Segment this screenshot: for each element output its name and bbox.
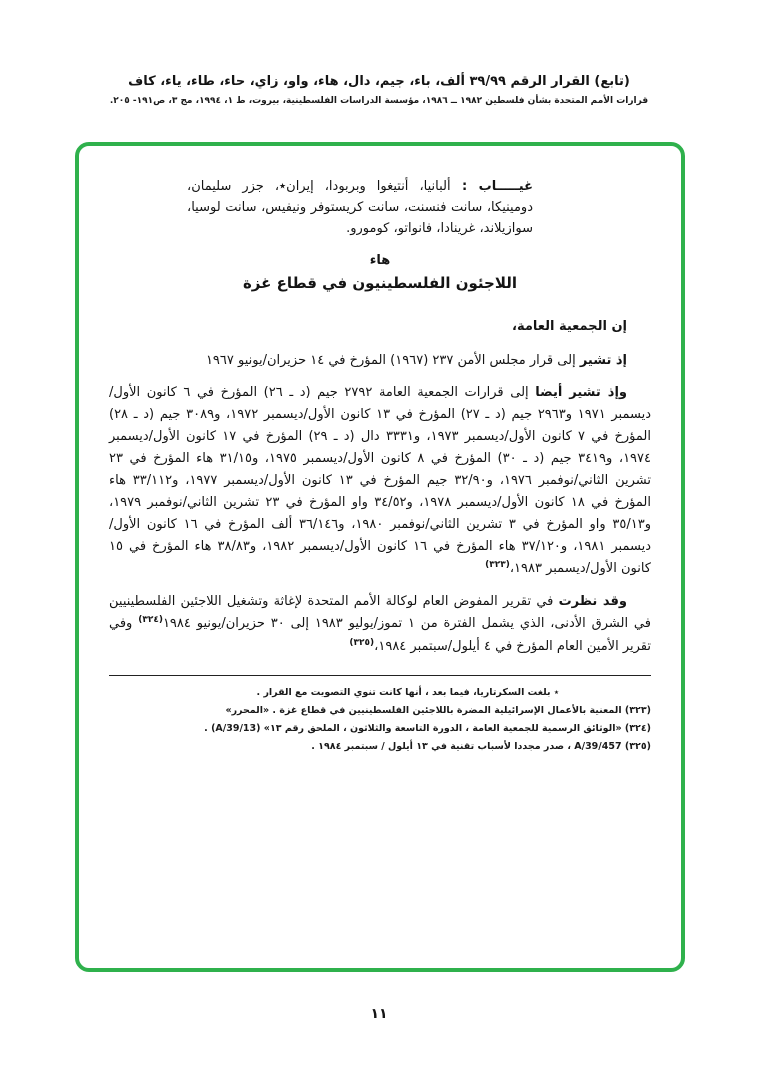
intro-rest: ، [512,319,517,334]
page-number: ١١ [370,1006,388,1022]
paragraph-recall-1 [109,350,651,372]
footnote-324-text: «الوثائق الرسمية للجمعية العامة ، الدورة التاسعة والثلاثون ، الملحق رقم ١٣» (A/39/13) . [204,723,622,735]
paragraph-recall-2 [109,382,651,581]
recall-2-text: إلى قرارات الجمعية العامة ٢٧٩٢ جيم (د ـ ٢٦) المؤرخ في ٦ كانون الأول/ديسمبر ١٩٧١ و٢٩٦٣ جيم (د ـ ٢٧) المؤرخ في ١٣ كانون الأول/ديسمبر ١٩٧٢، و٣٠٨٩ جيم (د ـ ٢٨) المؤرخ في ٧ كانون الأول/ديسمبر ١٩٧٣، و٣٣٣١ دال (د ـ ٢٩) المؤرخ في ١٧ كانون الأول/ديسمبر ١٩٧٤، و٣٤١٩ جيم (د ـ ٣٠) المؤرخ في ٨ كانون الأول/ديسمبر ١٩٧٥، و٣١/١٥ هاء المؤرخ في ٢٣ تشرين الثاني/نوفمبر ١٩٧٦، و٣٢/٩٠ جيم المؤرخ في ١٣ كانون الأول/ديسمبر ١٩٧٧، و٣٣/١١٢ هاء المؤرخ في ١٨ كانون الأول/ديسمبر ١٩٧٨، و٣٤/٥٢ واو المؤرخ في ٢٣ تشرين الثاني/نوفمبر ١٩٧٩، و٣٥/١٣ واو المؤرخ في ٣ تشرين الثاني/نوفمبر ١٩٨٠، و٣٦/١٤٦ ألف المؤرخ في ١٦ كانون الأول/ديسمبر ١٩٨١، و٣٧/١٢٠ هاء المؤرخ في ١٦ كانون الأول/ديسمبر ١٩٨٢، و٣٨/٨٣ هاء المؤرخ في ١٥ كانون الأول/ديسمبر ١٩٨٣، [109,385,652,576]
footnote-star-marker: ٭ [550,687,559,698]
footnotes-section [109,676,651,755]
footnote-ref-325: (٣٢٥) [349,638,375,648]
footnote-323 [109,702,651,719]
absent-countries: ألبانيا، أنتيغوا وبربودا، إيران٭، جزر سليمان، دومينيكا، سانت فنسنت، سانت كريستوفر ونيفيس، سانت لوسيا، سوازيلاند، غرينادا، فانواتو، كومورو. [187,179,533,236]
resolution-header-title: (تابع) القرار الرقم ٣٩/٩٩ ألف، باء، جيم، دال، هاء، واو، زاي، حاء، طاء، ياء، كاف [128,74,630,89]
source-citation: قرارات الأمم المتحدة بشأن فلسطين ١٩٨٢ ــ ١٩٨٦، مؤسسة الدراسات الفلسطينية، بيروت، ط ١، ١٩٩٤، مج ٣، ص١٩١- ٢٠٥. [109,96,649,106]
green-content-frame [75,142,685,972]
footnote-324-marker: (٣٢٤) [621,723,651,735]
recall-1-lead: إذ تشير [579,353,627,368]
absent-list-paragraph [187,176,533,239]
footnote-325 [109,738,651,755]
footnote-324 [109,720,651,737]
considered-text-2: وفي تقرير الأمين العام المؤرخ في ٤ أيلول/سبتمبر ١٩٨٤، [109,616,651,654]
footnote-star [109,684,651,701]
recall-1-text: إلى قرار مجلس الأمن ٢٣٧ (١٩٦٧) المؤرخ في ١٤ حزيران/يونيو ١٩٦٧ [205,353,580,368]
absent-label: غيـــــاب : [450,179,533,194]
section-letter: هاء [369,253,391,268]
footnote-325-marker: (٣٢٥) [621,741,651,753]
footnote-ref-323: (٣٢٣) [485,560,510,570]
footnote-325-text: A/39/457 ، صدر مجددا لأسباب تقنية في ١٣ أيلول / سبتمبر ١٩٨٤ . [311,741,622,753]
paragraph-intro [109,316,651,338]
footnote-323-text: المعنية بالأعمال الإسرائيلية المضرة باللاجئين الفلسطينيين في قطاع غزة . «المحرر» [225,705,622,717]
section-title: اللاجئون الفلسطينيون في قطاع غزة [242,274,518,292]
footnote-323-marker: (٣٢٣) [621,705,651,717]
page-header [0,74,758,106]
footnote-ref-324: (٣٢٤) [138,615,163,625]
paragraph-considered [109,591,651,659]
considered-lead: وقد نظرت [558,594,627,609]
recall-2-lead: وإذ تشير أيضا [535,385,627,400]
intro-lead: إن الجمعية العامة [516,319,627,334]
footnote-star-text: بلغت السكرتاريا، فيما بعد ، أنها كانت تنوي التصويت مع القرار . [256,687,551,698]
considered-text-1: في تقرير المفوض العام لوكالة الأمم المتحدة لإغاثة وتشغيل اللاجئين الفلسطينيين في الشرق الأدنى، الذي يشمل الفترة من ١ تموز/يوليو ١٩٨٣ إلى ٣٠ حزيران/يونيو ١٩٨٤ [109,594,651,631]
